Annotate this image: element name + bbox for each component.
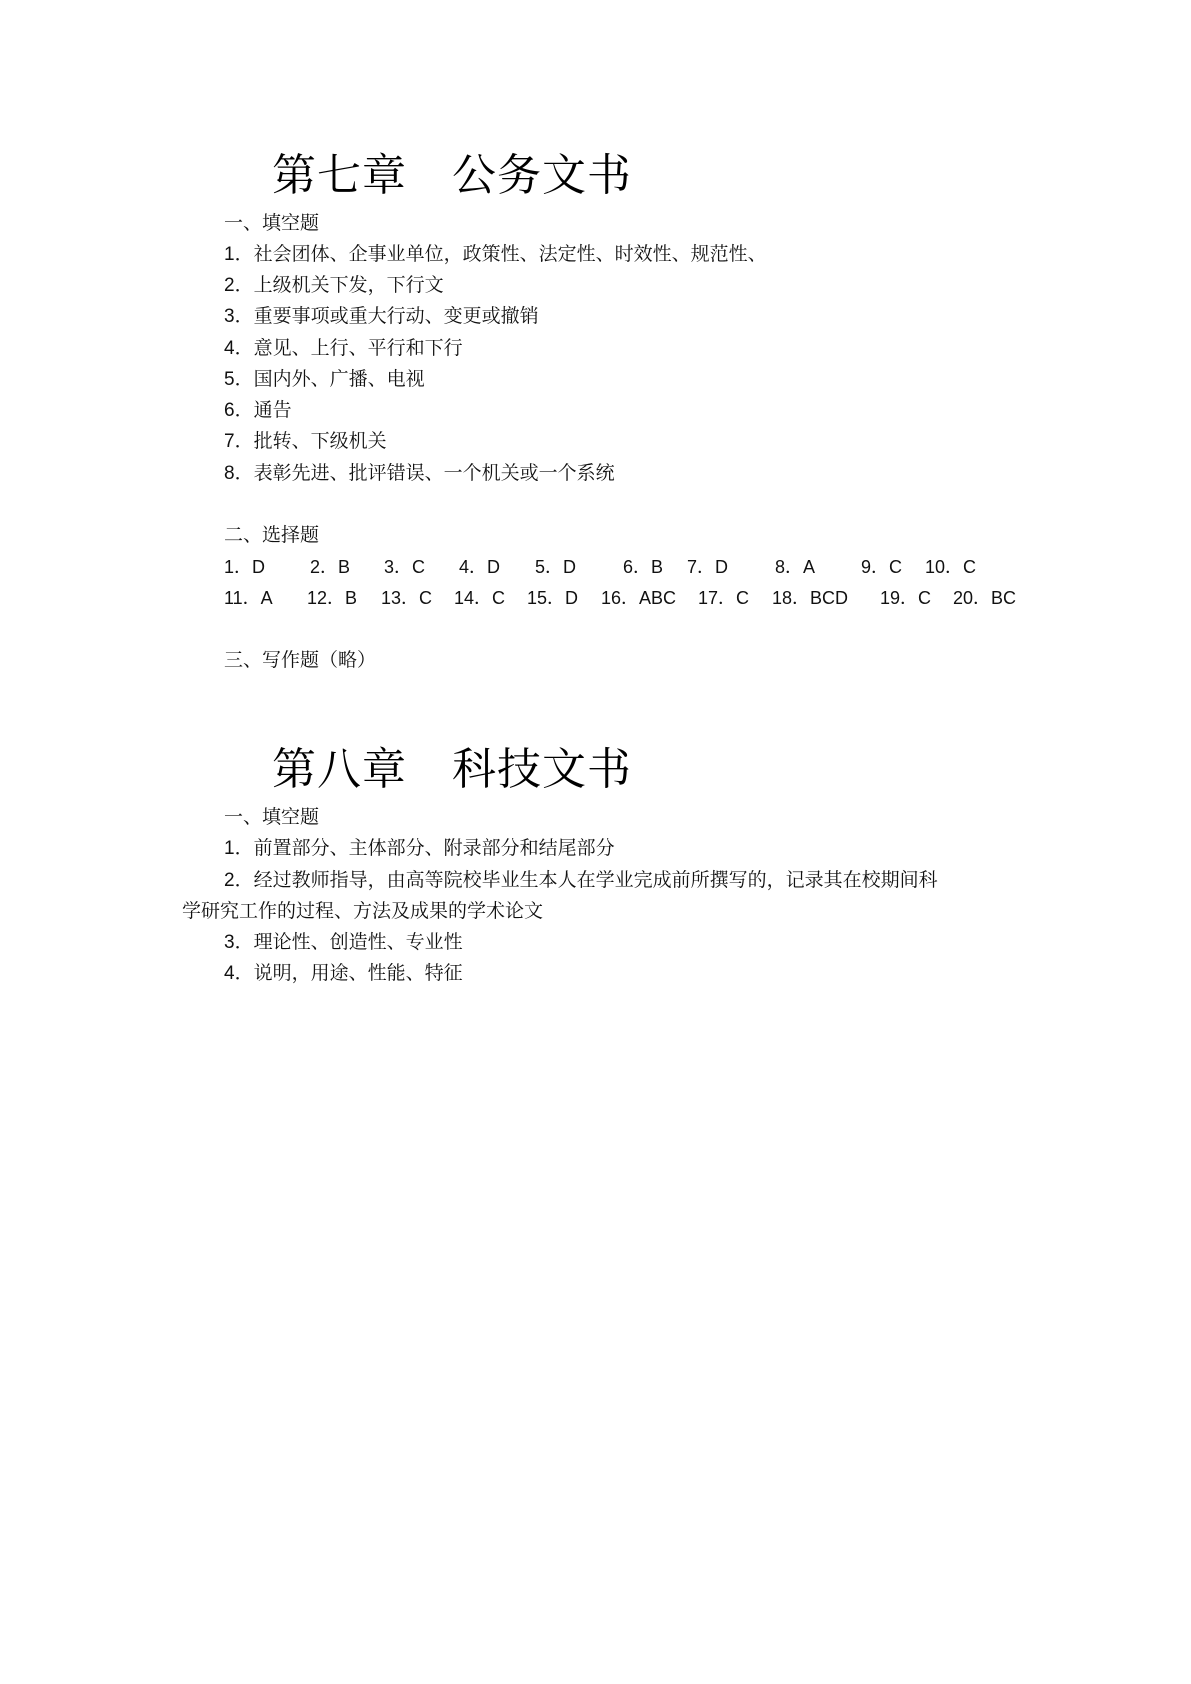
item-text: 通告 bbox=[253, 399, 292, 421]
chapter8-fill-heading: 一、填空题 bbox=[224, 806, 320, 828]
chapter7-fill-item-8 bbox=[224, 460, 615, 487]
choice-answer: 13．C bbox=[381, 588, 433, 608]
item-text: 社会团体、企事业单位，政策性、法定性、时效性、规范性、 bbox=[253, 243, 767, 265]
item-text: 意见、上行、平行和下行 bbox=[253, 337, 463, 359]
item-text: 批转、下级机关 bbox=[253, 430, 387, 452]
choice-answer: 11．A bbox=[224, 588, 273, 608]
chapter7-writing-heading: 三、写作题（略） bbox=[224, 649, 377, 671]
chapter7-fill-item-1 bbox=[224, 241, 767, 268]
chapter8-fill-item-4 bbox=[224, 960, 463, 987]
choice-answers-row-2 bbox=[224, 585, 1044, 611]
choice-answer: 1．D bbox=[224, 557, 266, 577]
item-text: 理论性、创造性、专业性 bbox=[253, 931, 463, 953]
chapter7-fill-item-7 bbox=[224, 428, 387, 455]
chapter7-fill-heading: 一、填空题 bbox=[224, 212, 320, 234]
chapter7-fill-item-5 bbox=[224, 366, 425, 393]
choice-answer: 7．D bbox=[687, 557, 729, 577]
choice-answer: 9．C bbox=[861, 557, 903, 577]
choice-answer: 4．D bbox=[459, 557, 501, 577]
item-text: 上级机关下发，下行文 bbox=[253, 274, 444, 296]
choice-answer: 2．B bbox=[310, 557, 351, 577]
choice-answer: 6．B bbox=[623, 557, 664, 577]
item-number: 2． bbox=[224, 870, 254, 891]
item-text: 国内外、广播、电视 bbox=[253, 368, 425, 390]
choice-answer: 8．A bbox=[775, 557, 816, 577]
choice-answer: 12．B bbox=[307, 588, 358, 608]
item-number: 3． bbox=[224, 306, 254, 327]
chapter7-fill-item-3 bbox=[224, 303, 539, 330]
item-text: 说明，用途、性能、特征 bbox=[253, 962, 463, 984]
choice-answer: 18．BCD bbox=[772, 588, 849, 608]
chapter8-fill-item-1 bbox=[224, 835, 615, 862]
item-number: 3． bbox=[224, 932, 254, 953]
chapter7-fill-item-2 bbox=[224, 272, 444, 299]
chapter8-fill-item-2-continuation: 学研究工作的过程、方法及成果的学术论文 bbox=[182, 900, 544, 922]
item-number: 1． bbox=[224, 838, 254, 859]
item-text: 经过教师指导，由高等院校毕业生本人在学业完成前所撰写的，记录其在校期间科 bbox=[253, 869, 938, 891]
choice-answer: 14．C bbox=[454, 588, 506, 608]
item-number: 1． bbox=[224, 244, 254, 265]
choice-answer: 17．C bbox=[698, 588, 750, 608]
item-text: 表彰先进、批评错误、一个机关或一个系统 bbox=[253, 462, 615, 484]
item-number: 7． bbox=[224, 431, 254, 452]
choice-answer: 20．BC bbox=[953, 588, 1017, 608]
choice-answer: 19．C bbox=[880, 588, 932, 608]
item-text: 前置部分、主体部分、附录部分和结尾部分 bbox=[253, 837, 615, 859]
item-number: 4． bbox=[224, 963, 254, 984]
chapter8-title: 第八章 科技文书 bbox=[272, 744, 632, 795]
choice-answer: 15．D bbox=[527, 588, 579, 608]
item-text: 重要事项或重大行动、变更或撤销 bbox=[253, 305, 539, 327]
chapter7-fill-item-4 bbox=[224, 335, 463, 362]
choice-answers-row-1 bbox=[224, 554, 1044, 580]
chapter7-fill-item-6 bbox=[224, 397, 292, 424]
choice-answer: 5．D bbox=[535, 557, 577, 577]
choice-answer: 16．ABC bbox=[601, 588, 677, 608]
chapter8-fill-item-2 bbox=[224, 867, 938, 894]
item-number: 8． bbox=[224, 463, 254, 484]
chapter7-title: 第七章 公务文书 bbox=[272, 150, 632, 201]
item-number: 4． bbox=[224, 338, 254, 359]
item-number: 6． bbox=[224, 400, 254, 421]
chapter7-choice-heading: 二、选择题 bbox=[224, 524, 320, 546]
item-number: 2． bbox=[224, 275, 254, 296]
item-number: 5． bbox=[224, 369, 254, 390]
chapter8-fill-item-3 bbox=[224, 929, 463, 956]
choice-answer: 10．C bbox=[925, 557, 977, 577]
choice-answer: 3．C bbox=[384, 557, 426, 577]
